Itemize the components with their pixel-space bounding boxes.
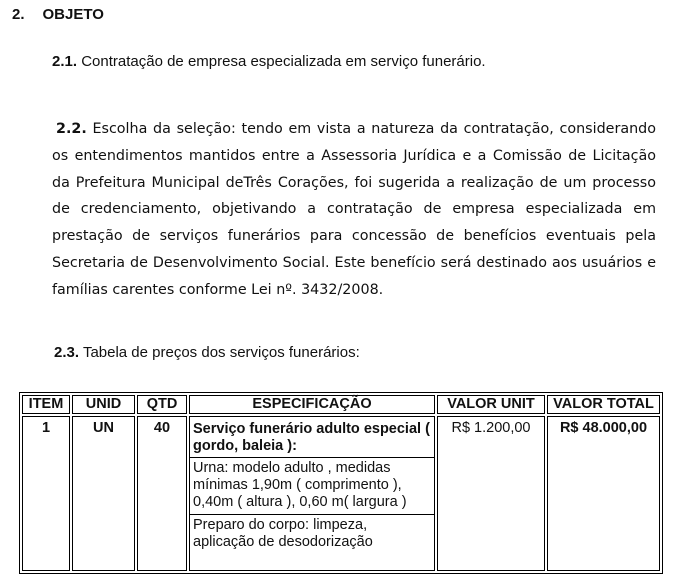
- cell-qtd: 40: [137, 416, 187, 571]
- header-item: ITEM: [22, 395, 70, 414]
- section-heading: [12, 6, 104, 23]
- paragraph-2-2-text: Escolha da seleção: tendo em vista a natureza da contratação, considerando os entendimentos mantidos entre a Assessoria Jurídica e a Comissão de Licitação da Prefeitura Municipal deTrês Corações, foi sugerida a realização de um processo de credenciamento, objetivando a contratação de empresa especializada em prestação de serviços funerários para concessão de benefícios eventuais pela Secretaria de Desenvolvimento Social. Este benefício será destinado aos usuários e famílias carentes conforme Lei nº. 3432/2008.: [52, 121, 656, 298]
- section-number: 2.: [12, 6, 25, 23]
- cell-unid: UN: [72, 416, 135, 571]
- price-table: [19, 392, 663, 574]
- paragraph-2-1-label: 2.1.: [52, 53, 78, 70]
- section-title: OBJETO: [42, 6, 104, 23]
- table-header-row: [22, 395, 660, 414]
- cell-valor-total: R$ 48.000,00: [547, 416, 660, 571]
- paragraph-2-3: [54, 344, 360, 361]
- table-row: [22, 416, 660, 571]
- paragraph-2-3-label: 2.3.: [54, 344, 80, 361]
- paragraph-2-3-text: Tabela de preços dos serviços funerários:: [82, 344, 360, 361]
- paragraph-2-1-text: Contratação de empresa especializada em serviço funerário.: [81, 53, 486, 70]
- cell-valor-unit: R$ 1.200,00: [437, 416, 545, 571]
- paragraph-2-1: [52, 53, 486, 70]
- header-qtd: QTD: [137, 395, 187, 414]
- spec-preparo: Preparo do corpo: limpeza, aplicação de desodorização: [193, 517, 373, 550]
- header-especificacao: ESPECIFICAÇÃO: [189, 395, 435, 414]
- paragraph-2-2: [52, 116, 656, 304]
- header-valor-total: VALOR TOTAL: [547, 395, 660, 414]
- spec-title: Serviço funerário adulto especial ( gordo, baleia ):: [190, 421, 434, 458]
- cell-item: 1: [22, 416, 70, 571]
- spec-urna: Urna: modelo adulto , medidas mínimas 1,90m ( comprimento ), 0,40m ( altura ), 0,60 m( largura ): [190, 458, 434, 515]
- cell-especificacao: [189, 416, 435, 571]
- header-unid: UNID: [72, 395, 135, 414]
- paragraph-2-2-label: 2.2.: [56, 121, 87, 137]
- header-valor-unit: VALOR UNIT: [437, 395, 545, 414]
